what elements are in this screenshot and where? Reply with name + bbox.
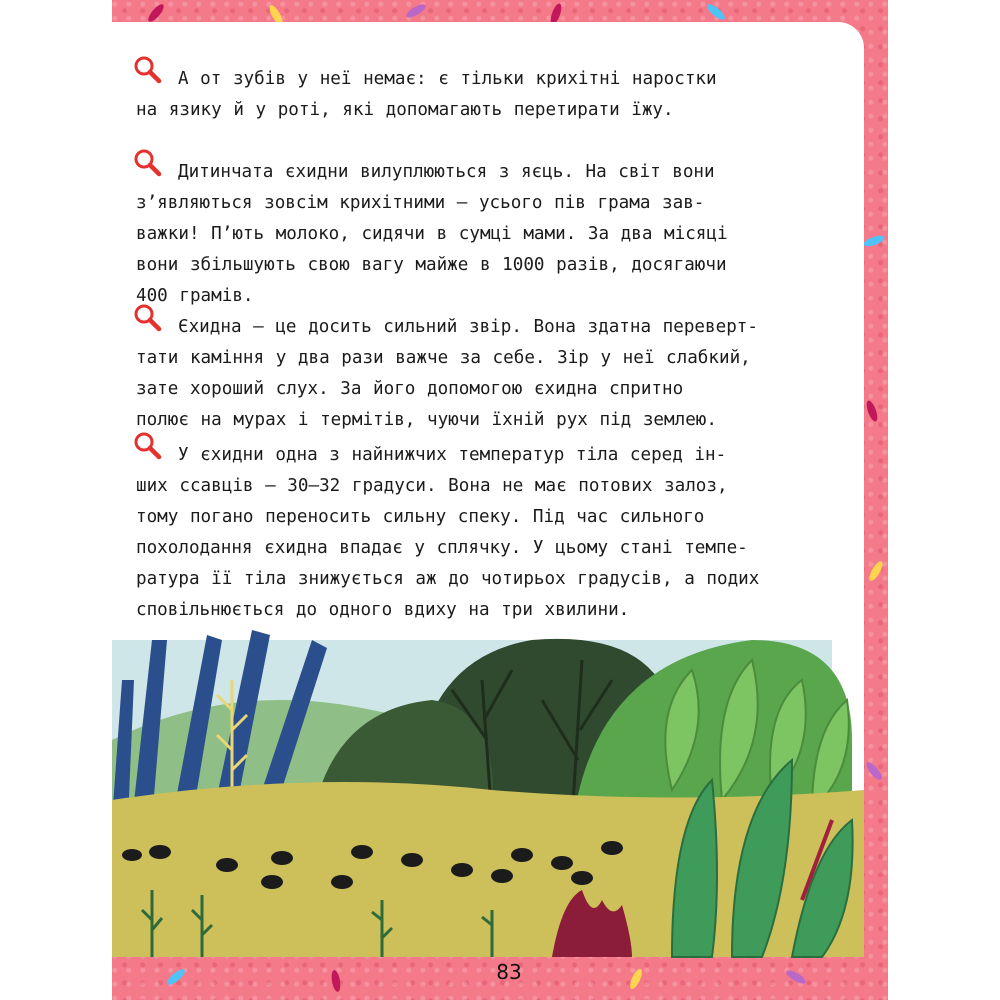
magnifier-icon <box>132 302 162 332</box>
text-line: зате хороший слух. За його допомогою єхидна спритно <box>136 379 684 399</box>
text-line: тати каміння у два рази важче за себе. Зір у неї слабкий, <box>136 348 751 368</box>
border-leaf <box>404 2 427 20</box>
paragraph <box>136 440 826 626</box>
text-line: сповільнюється до одного вдиху на три хвилини. <box>136 600 630 620</box>
paragraph-text <box>136 312 826 436</box>
border-leaf <box>867 559 885 582</box>
text-line: ших ссавців — 30–32 градуси. Вона не має потових залоз, <box>136 476 728 496</box>
paragraph <box>136 312 826 436</box>
paragraph <box>136 64 826 126</box>
text-line: ратура її тіла знижується аж до чотирьох градусів, а подих <box>136 569 760 589</box>
text-line: Дитинчата єхидни вилуплюються з яєць. На світ вони <box>178 162 715 182</box>
paragraph <box>136 157 826 312</box>
text-line: А от зубів у неї немає: є тільки крихітні наростки <box>178 69 717 89</box>
text-line: похолодання єхидна впадає у сплячку. У цьому стані темпе- <box>136 538 748 558</box>
page-number: 83 <box>496 960 522 984</box>
magnifier-icon <box>132 54 162 84</box>
border-leaf <box>862 233 885 248</box>
book-page <box>112 22 864 984</box>
border-leaf <box>705 2 727 22</box>
magnifier-icon <box>132 147 162 177</box>
text-line: важки! П’ють молоко, сидячи в сумці мами. За два місяці <box>136 224 728 244</box>
scan-margin-left <box>0 0 112 1000</box>
savanna-illustration <box>112 620 864 957</box>
text-line: полює на мурах і термітів, чуючи їхній рух під землею. <box>136 410 717 430</box>
text-line: з’являються зовсім крихітними — усього пів грама зав- <box>136 193 705 213</box>
magnifier-icon <box>132 430 162 460</box>
text-line: Єхидна — це досить сильний звір. Вона здатна переверт- <box>178 317 758 337</box>
paragraph-text <box>136 440 826 626</box>
text-line: У єхидни одна з найнижчих температур тіла серед ін- <box>178 445 727 465</box>
paragraph-text <box>136 64 826 126</box>
scan-margin-right <box>888 0 1000 1000</box>
text-line: вони збільшують свою вагу майже в 1000 разів, досягаючи <box>136 255 727 275</box>
paragraph-text <box>136 157 826 312</box>
border-leaf <box>864 760 884 782</box>
text-line: на язику й у роті, які допомагають перетирати їжу. <box>136 100 674 120</box>
text-line: тому погано переносить сильну спеку. Під час сильного <box>136 507 705 527</box>
border-leaf <box>146 2 166 24</box>
text-line: 400 грамів. <box>136 286 254 306</box>
border-leaf <box>864 399 879 422</box>
